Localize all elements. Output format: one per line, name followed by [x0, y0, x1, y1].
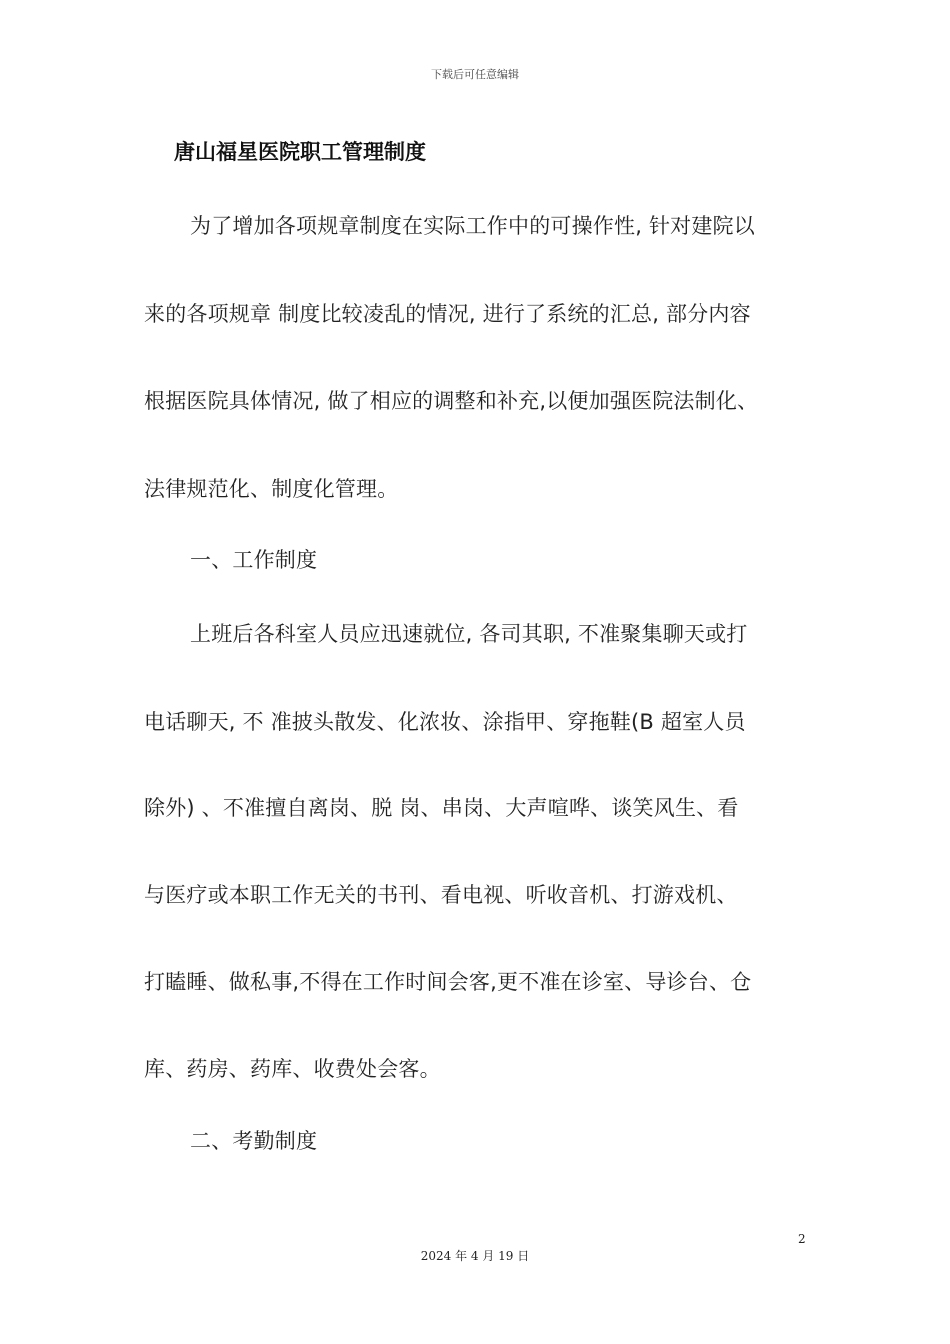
paragraph-line: 打瞌睡、做私事,不得在工作时间会客,更不准在诊室、导诊台、仓 — [144, 970, 752, 994]
footer-date: 2024 年 4 月 19 日 — [420, 1249, 530, 1263]
document-title: 唐山福星医院职工管理制度 — [174, 140, 426, 164]
paragraph-line: 与医疗或本职工作无关的书刊、看电视、听收音机、打游戏机、 — [144, 883, 738, 907]
paragraph-line: 库、药房、药库、收费处会客。 — [144, 1057, 441, 1081]
paragraph-line: 法律规范化、制度化管理。 — [144, 477, 399, 501]
paragraph-line: 除外) 、不准擅自离岗、脱 岗、串岗、大声喧哗、谈笑风生、看 — [144, 796, 739, 820]
section-heading: 一、工作制度 — [190, 548, 318, 572]
page-header-note: 下载后可任意编辑 — [431, 68, 519, 81]
paragraph-line: 为了增加各项规章制度在实际工作中的可操作性, 针对建院以 — [190, 214, 755, 238]
page-number: 2 — [798, 1232, 806, 1246]
section-heading: 二、考勤制度 — [190, 1129, 318, 1153]
paragraph-line: 上班后各科室人员应迅速就位, 各司其职, 不准聚集聊天或打 — [190, 622, 748, 646]
paragraph-line: 根据医院具体情况, 做了相应的调整和补充,以便加强医院法制化、 — [144, 389, 759, 413]
paragraph-line: 电话聊天, 不 准披头散发、化浓妆、涂指甲、穿拖鞋(B 超室人员 — [144, 710, 746, 734]
paragraph-line: 来的各项规章 制度比较凌乱的情况, 进行了系统的汇总, 部分内容 — [144, 302, 751, 326]
